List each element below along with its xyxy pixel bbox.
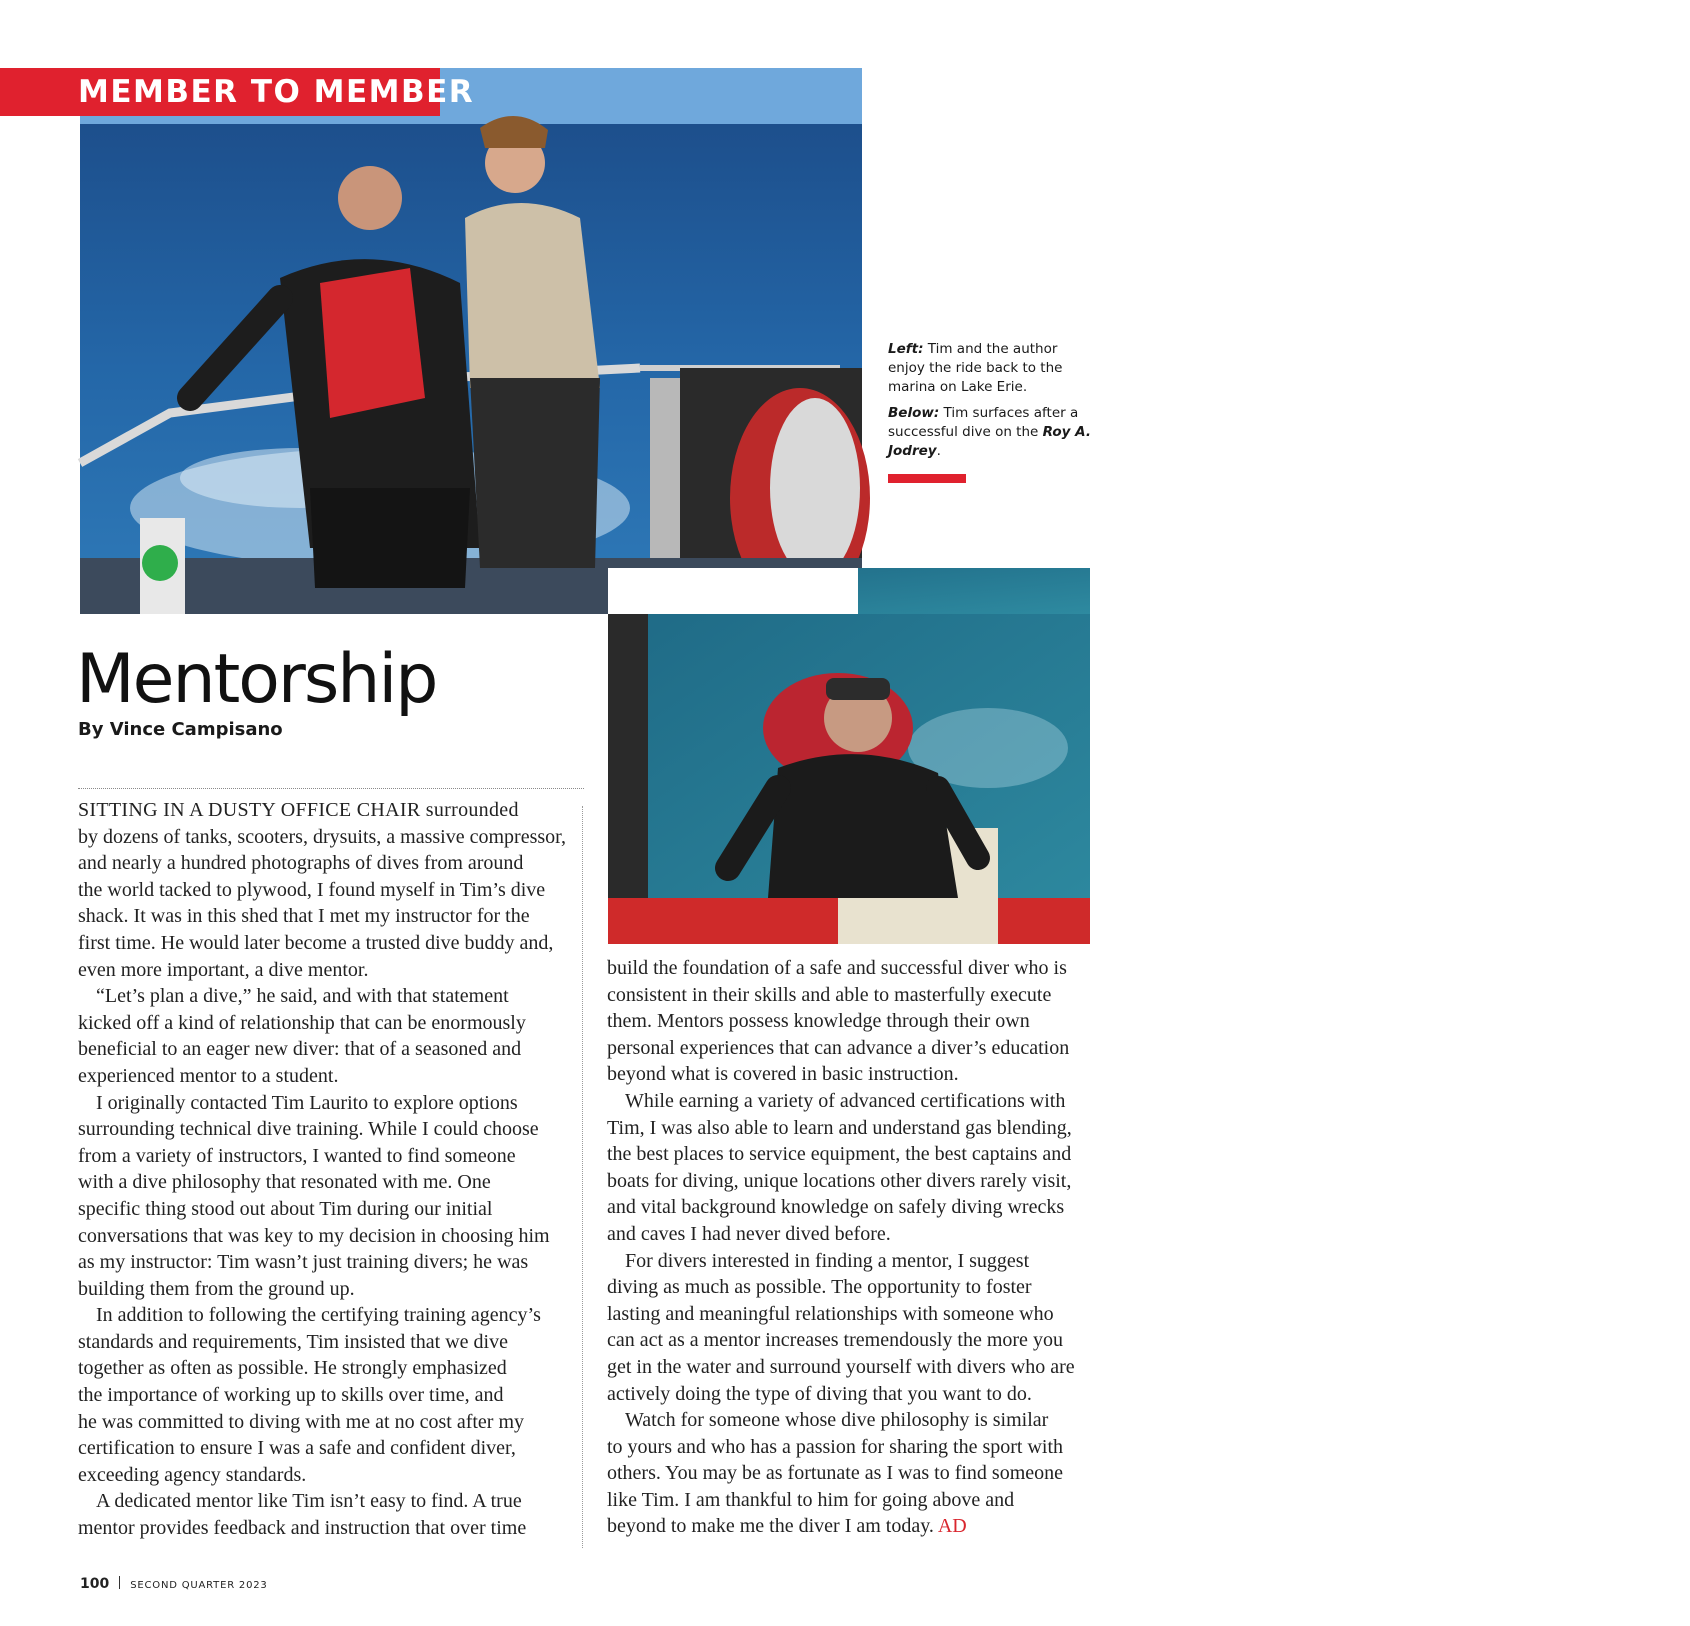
text-line: the importance of working up to skills over time, and: [78, 1384, 504, 1407]
text-line: mentor provides feedback and instruction that over time: [78, 1517, 527, 1540]
photo-credit-bottom: ANDREW DRIVER/BIG FOOT DIVING: [1679, 1142, 1690, 1391]
text-line: to yours and who has a passion for sharing the sport with: [607, 1435, 1064, 1458]
section-banner: [0, 68, 475, 116]
photo-diver-surfacing-image: [608, 568, 1090, 944]
text-line: specific thing stood out about Tim during our initial: [78, 1197, 493, 1220]
text-line: shack. It was in this shed that I met my instructor for the: [78, 905, 530, 928]
text-line: personal experiences that can advance a diver’s education: [607, 1036, 1070, 1059]
text-line: I originally contacted Tim Laurito to explore options: [96, 1091, 518, 1114]
text-line: even more important, a dive mentor.: [78, 958, 369, 981]
issue-label: SECOND QUARTER 2023: [130, 1580, 268, 1591]
column-divider: [582, 806, 583, 1548]
text-line: exceeding agency standards.: [78, 1463, 307, 1486]
text-line: Tim, I was also able to learn and understand gas blending,: [607, 1116, 1072, 1139]
text-line: can act as a mentor increases tremendously the more you: [607, 1329, 1063, 1352]
caption-below-text: Tim surfaces after a successful dive on the: [888, 405, 1079, 440]
page-footer: [80, 1573, 268, 1592]
text-line: by dozens of tanks, scooters, drysuits, a massive compressor,: [78, 825, 566, 848]
text-line: diving as much as possible. The opportunity to foster: [607, 1276, 1032, 1299]
caption-accent-bar: [888, 474, 966, 483]
article-signoff: AD: [937, 1515, 967, 1538]
article-title: Mentorship: [76, 640, 437, 719]
text-line: and nearly a hundred photographs of dives from around: [78, 852, 524, 875]
caption-ship-name: Roy A. Jodrey: [888, 424, 1091, 459]
article-byline: By Vince Campisano: [78, 719, 283, 740]
text-line: consistent in their skills and able to masterfully execute: [607, 983, 1052, 1006]
text-line: A dedicated mentor like Tim isn’t easy to find. A true: [96, 1490, 522, 1513]
text-line-content: beyond to make me the diver I am today.: [607, 1515, 934, 1538]
text-line: the world tacked to plywood, I found myself in Tim’s dive: [78, 878, 546, 901]
text-line: he was committed to diving with me at no cost after my: [78, 1410, 525, 1433]
article-column-2: [607, 955, 1092, 1540]
text-line: actively doing the type of diving that you want to do.: [607, 1382, 1032, 1405]
caption-below-label: Below:: [888, 405, 940, 421]
text-line: and caves I had never dived before.: [607, 1222, 891, 1245]
photo-caption: [888, 340, 1098, 468]
text-line: and vital background knowledge on safely diving wrecks: [607, 1196, 1065, 1219]
caption-left-label: Left:: [888, 341, 924, 357]
text-line: get in the water and surround yourself with divers who are: [607, 1355, 1075, 1378]
text-line: others. You may be as fortunate as I was to find someone: [607, 1462, 1064, 1485]
caption-below-end: .: [936, 443, 941, 459]
title-divider: [78, 788, 584, 789]
text-line: building them from the ground up.: [78, 1277, 355, 1300]
article-column-1: [78, 797, 572, 1542]
text-line: together as often as possible. He strongly emphasized: [78, 1357, 507, 1380]
text-line: In addition to following the certifying training agency’s: [96, 1304, 541, 1327]
text-line: beyond what is covered in basic instruction.: [607, 1063, 959, 1086]
text-line: SITTING IN A DUSTY OFFICE CHAIR surrounded: [78, 799, 519, 821]
text-line: experienced mentor to a student.: [78, 1064, 339, 1087]
text-line: surrounding technical dive training. While I could choose: [78, 1118, 539, 1141]
page-number: 100: [80, 1576, 110, 1592]
text-line: boats for diving, unique locations other divers rarely visit,: [607, 1169, 1072, 1192]
caption-left-text: Tim and the author enjoy the ride back to the marina on Lake Erie.: [888, 341, 1063, 395]
text-line: standards and requirements, Tim insisted that we dive: [78, 1330, 508, 1353]
text-line: Watch for someone whose dive philosophy is similar: [625, 1409, 1049, 1432]
text-line: with a dive philosophy that resonated with me. One: [78, 1171, 491, 1194]
photo-divers-on-boat-image: [80, 68, 862, 614]
text-line: kicked off a kind of relationship that can be enormously: [78, 1011, 526, 1034]
text-line: certification to ensure I was a safe and confident diver,: [78, 1437, 516, 1460]
text-line: first time. He would later become a trusted dive buddy and,: [78, 931, 554, 954]
text-line: from a variety of instructors, I wanted to find someone: [78, 1144, 516, 1167]
caption-left: [888, 340, 1098, 397]
text-line: like Tim. I am thankful to him for going above and: [607, 1488, 1015, 1511]
text-line-last: [607, 1513, 1092, 1540]
footer-separator: [119, 1576, 120, 1589]
text-line: conversations that was key to my decision in choosing him: [78, 1224, 550, 1247]
text-line: While earning a variety of advanced certifications with: [625, 1089, 1066, 1112]
text-line: lasting and meaningful relationships with someone who: [607, 1302, 1054, 1325]
section-label: MEMBER TO MEMBER: [78, 74, 475, 110]
text-line: as my instructor: Tim wasn’t just training divers; he was: [78, 1251, 529, 1274]
text-line: the best places to service equipment, the best captains and: [607, 1143, 1072, 1166]
text-line: “Let’s plan a dive,” he said, and with that statement: [96, 985, 509, 1008]
text-line: beneficial to an eager new diver: that of a seasoned and: [78, 1038, 522, 1061]
photo-credit-top: ALEX PARKHILL: [925, 142, 936, 252]
text-line: them. Mentors possess knowledge through their own: [607, 1010, 1030, 1033]
text-line: build the foundation of a safe and successful diver who is: [607, 957, 1067, 979]
text-line: For divers interested in finding a mentor, I suggest: [625, 1249, 1030, 1272]
caption-below: [888, 404, 1098, 461]
